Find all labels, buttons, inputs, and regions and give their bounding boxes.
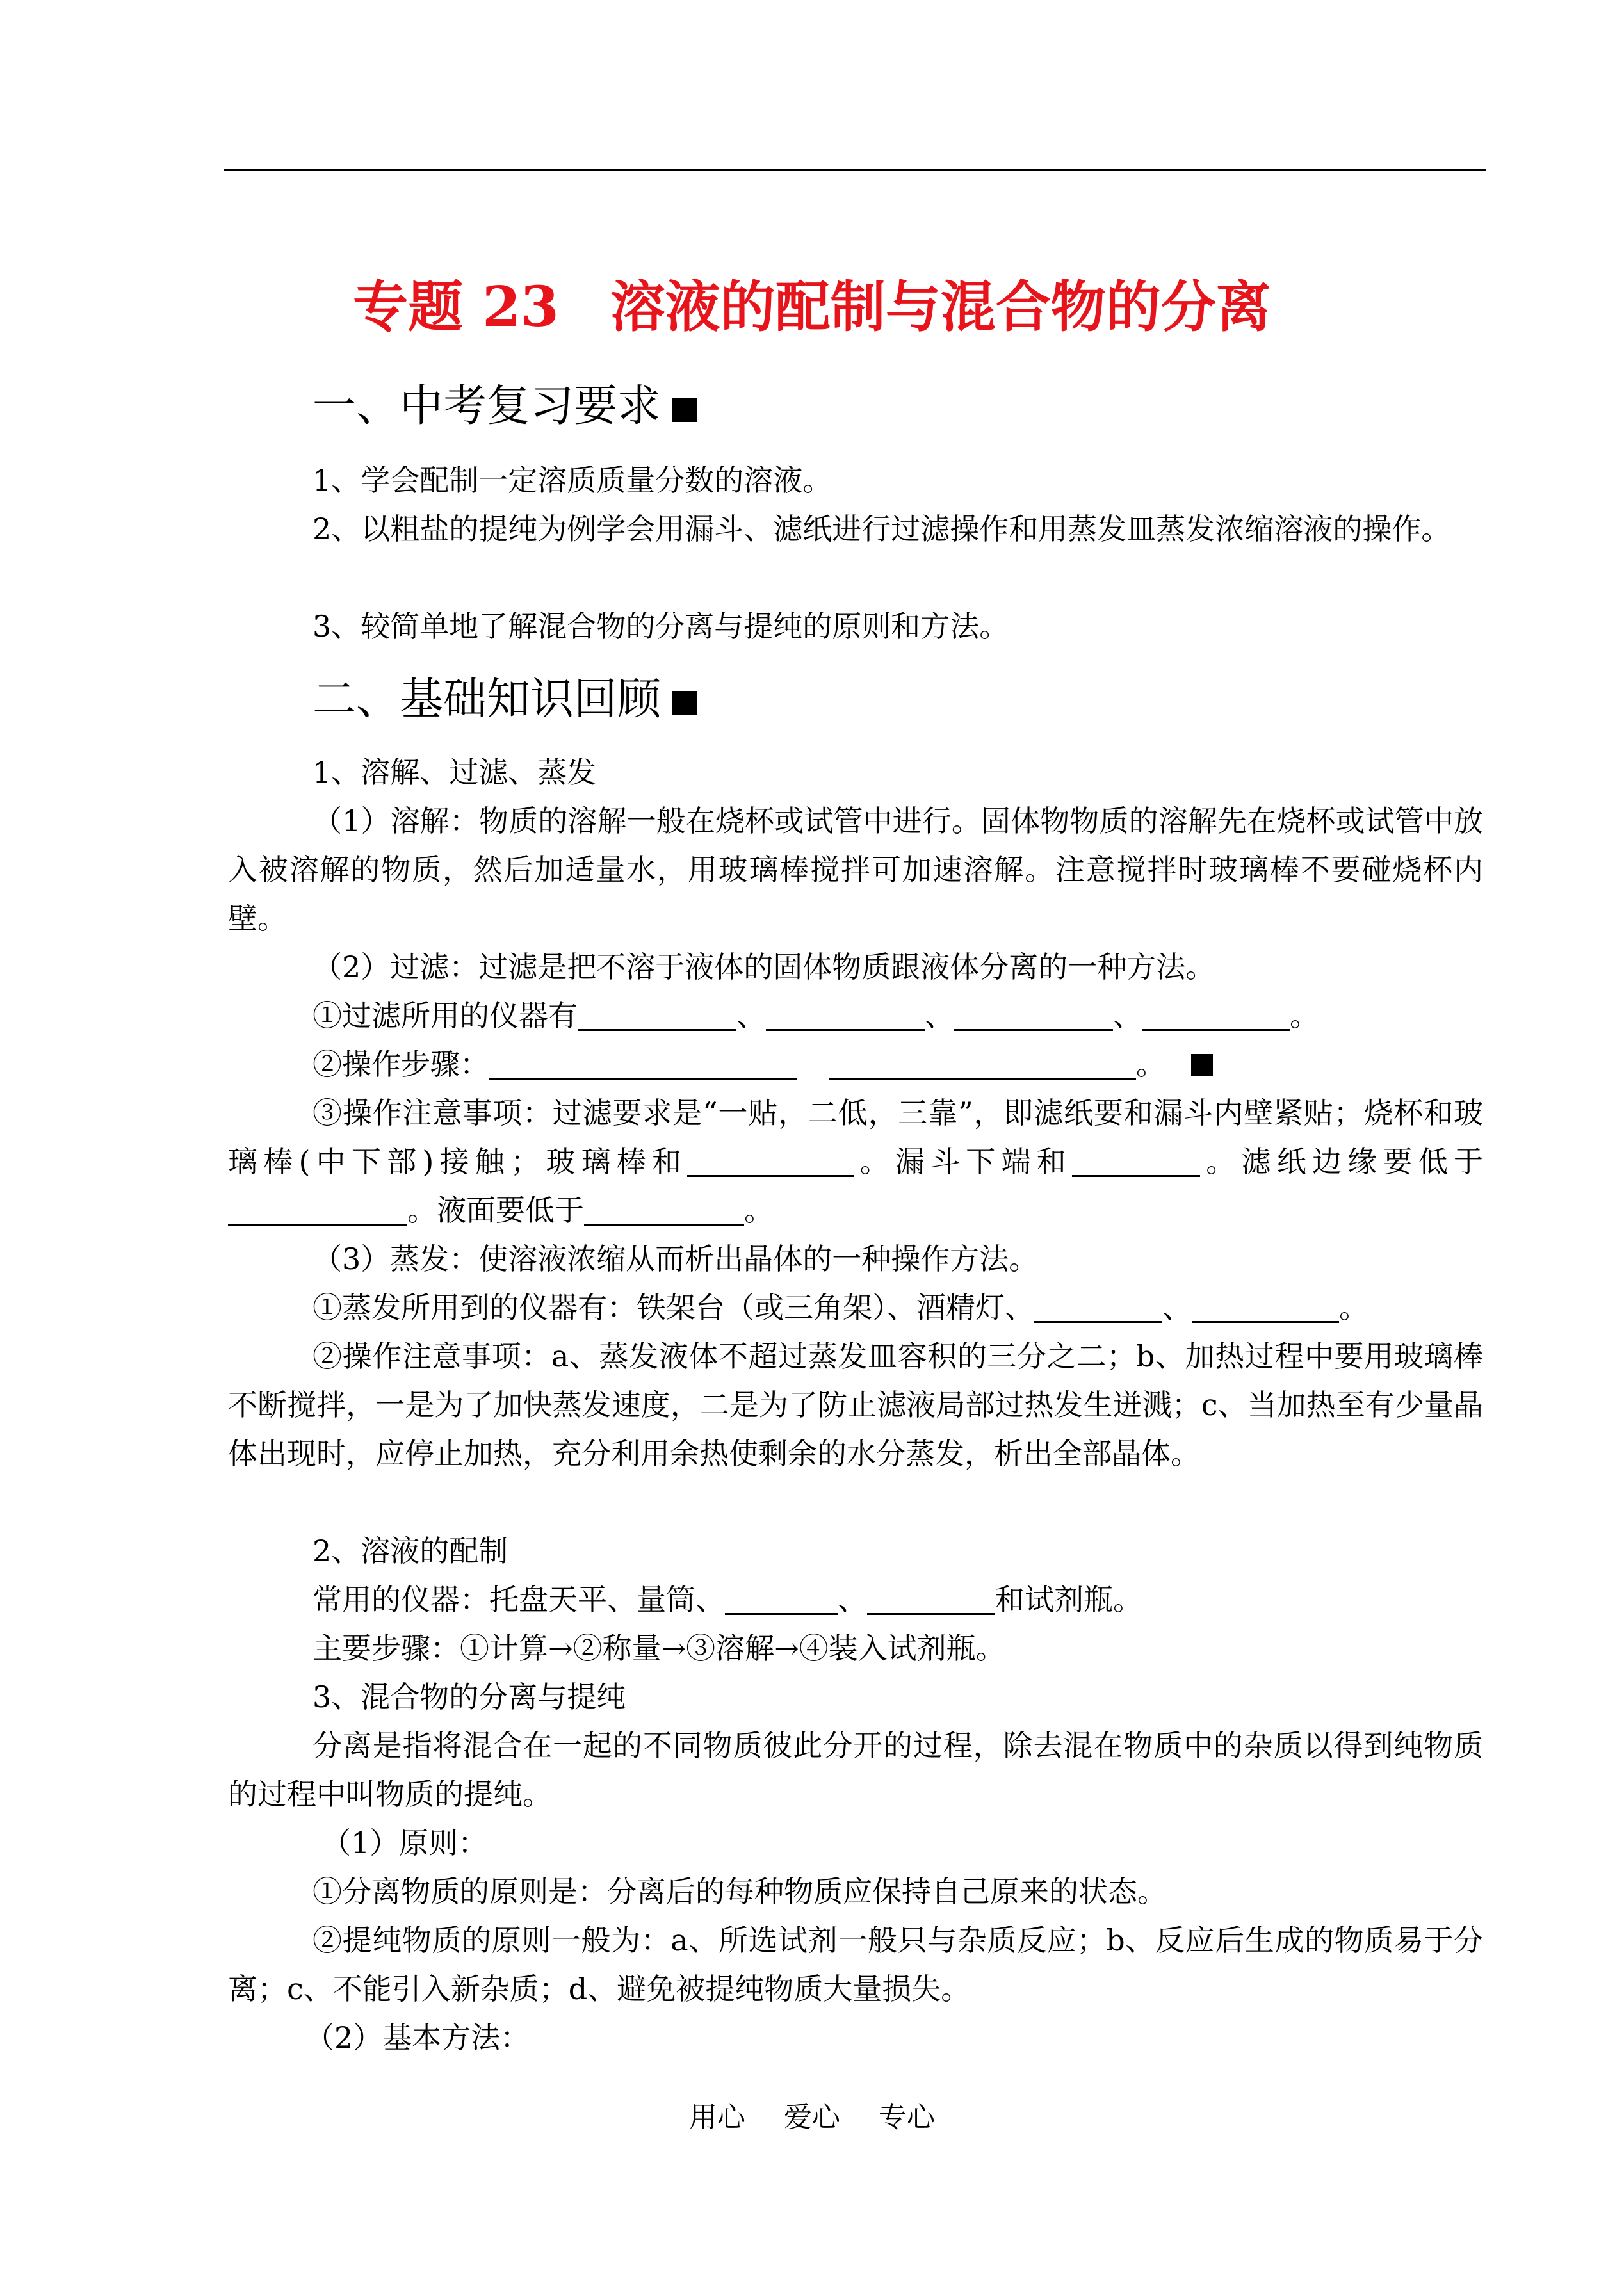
principle-1: ①分离物质的原则是：分离后的每种物质应保持自己原来的状态。 <box>313 1874 1167 1909</box>
period: 。 <box>1290 998 1319 1033</box>
filter-notes-c: 。滤纸边缘要低于 <box>1200 1144 1484 1179</box>
evap-instruments-line <box>228 1283 1483 1332</box>
prep-instruments-label: 常用的仪器：托盘天平、量筒、 <box>313 1582 725 1617</box>
period: 。 <box>744 1193 774 1228</box>
separator: 、 <box>736 998 766 1033</box>
filter-notes-d: 。液面要低于 <box>407 1193 584 1228</box>
section2-heading <box>313 671 697 729</box>
filter-notes-b: 。漏斗下端和 <box>854 1144 1073 1179</box>
filter-steps-line <box>228 1040 1483 1089</box>
prep-instruments-line <box>228 1575 1483 1624</box>
title-prefix: 专题 23 <box>353 275 559 339</box>
sub-title-3: 3、混合物的分离与提纯 <box>313 1680 626 1714</box>
principle-2: ②提纯物质的原则一般为：a、所选试剂一般只与杂质反应；b、反应后生成的物质易于分离；c、不能引入新杂质；d、避免被提纯物质大量损失。 <box>228 1923 1483 2006</box>
blank-field[interactable] <box>867 1578 995 1615</box>
blank-field[interactable] <box>489 1043 797 1080</box>
blank-field[interactable] <box>954 994 1113 1031</box>
blank-field[interactable] <box>725 1578 838 1615</box>
prep-steps: 主要步骤：①计算→②称量→③溶解→④装入试剂瓶。 <box>313 1631 1005 1666</box>
dissolve-paragraph: （1）溶解：物质的溶解一般在烧杯或试管中进行。固体物物质的溶解先在烧杯或试管中放入被溶解的物质，然后加适量水，用玻璃棒搅拌可加速溶解。注意搅拌时玻璃棒不要碰烧杯内壁。 <box>228 804 1483 936</box>
filter-instruments-line <box>228 991 1483 1040</box>
square-bullet-icon <box>1191 1054 1213 1076</box>
separation-definition: 分离是指将混合在一起的不同物质彼此分开的过程，除去混在物质中的杂质以得到纯物质的过程中叫物质的提纯。 <box>228 1728 1483 1812</box>
req-item-2: 2、以粗盐的提纯为例学会用漏斗、滤纸进行过滤操作和用蒸发皿蒸发浓缩溶液的操作。 <box>313 512 1451 546</box>
blank-field[interactable] <box>829 1043 1136 1080</box>
page-footer <box>0 2095 1624 2140</box>
filter-notes-a: ③操作注意事项：过滤要求是“一贴，二低，三靠”，即滤纸要和漏斗内壁紧贴；烧杯和玻璃棒(中下部)接触；玻璃棒和 <box>228 1096 1483 1179</box>
footer-word-2: 爱心 <box>784 2101 840 2134</box>
sub-title-2: 2、溶液的配制 <box>313 1534 508 1568</box>
filter-steps-label: ②操作步骤： <box>313 1047 489 1082</box>
blank-field[interactable] <box>1072 1140 1200 1177</box>
filter-notes <box>228 1089 1483 1235</box>
filter-instruments-label: ①过滤所用的仪器有 <box>313 998 578 1033</box>
separator: 、 <box>1162 1290 1192 1325</box>
evap-intro: （3）蒸发：使溶液浓缩从而析出晶体的一种操作方法。 <box>313 1242 1039 1276</box>
period: 。 <box>1339 1290 1368 1325</box>
blank-field[interactable] <box>687 1140 854 1177</box>
filter-intro: （2）过滤：过滤是把不溶于液体的固体物质跟液体分离的一种方法。 <box>313 950 1215 984</box>
square-bullet-icon <box>672 691 697 715</box>
period: 。 <box>1136 1047 1165 1082</box>
req-item-3: 3、较简单地了解混合物的分离与提纯的原则和方法。 <box>313 609 1009 644</box>
evap-instruments-label: ①蒸发所用到的仪器有：铁架台（或三角架）、酒精灯、 <box>313 1290 1034 1325</box>
page-title <box>0 269 1624 346</box>
req-item-1: 1、学会配制一定溶质质量分数的溶液。 <box>313 463 832 498</box>
blank-field[interactable] <box>1192 1286 1339 1323</box>
separator: 、 <box>1113 998 1142 1033</box>
footer-word-1: 用心 <box>689 2101 745 2134</box>
header-rule <box>224 169 1486 171</box>
section1-heading <box>313 378 697 435</box>
sub-title-1: 1、溶解、过滤、蒸发 <box>313 755 597 790</box>
method-title: （2）基本方法： <box>305 2020 530 2055</box>
principle-title: （1）原则： <box>321 1826 488 1860</box>
footer-word-3: 专心 <box>879 2101 935 2134</box>
blank-field[interactable] <box>584 1189 744 1226</box>
evap-notes: ②操作注意事项：a、蒸发液体不超过蒸发皿容积的三分之二；b、加热过程中要用玻璃棒不断搅拌，一是为了加快蒸发速度，二是为了防止滤液局部过热发生迸溅；c、当加热至有少量晶体出现时，应停止加热，充分利用余热使剩余的水分蒸发，析出全部晶体。 <box>228 1339 1483 1471</box>
section1-heading-text: 一、中考复习要求 <box>313 381 662 432</box>
blank-field[interactable] <box>578 994 736 1031</box>
section2-heading-text: 二、基础知识回顾 <box>313 674 662 725</box>
square-bullet-icon <box>672 398 697 422</box>
blank-field[interactable] <box>766 994 925 1031</box>
blank-field[interactable] <box>228 1189 407 1226</box>
separator: 、 <box>925 998 954 1033</box>
blank-field[interactable] <box>1034 1286 1162 1323</box>
title-main: 溶液的配制与混合物的分离 <box>610 275 1271 339</box>
blank-field[interactable] <box>1142 994 1290 1031</box>
separator: 、 <box>838 1582 867 1617</box>
prep-instruments-tail: 和试剂瓶。 <box>995 1582 1142 1617</box>
